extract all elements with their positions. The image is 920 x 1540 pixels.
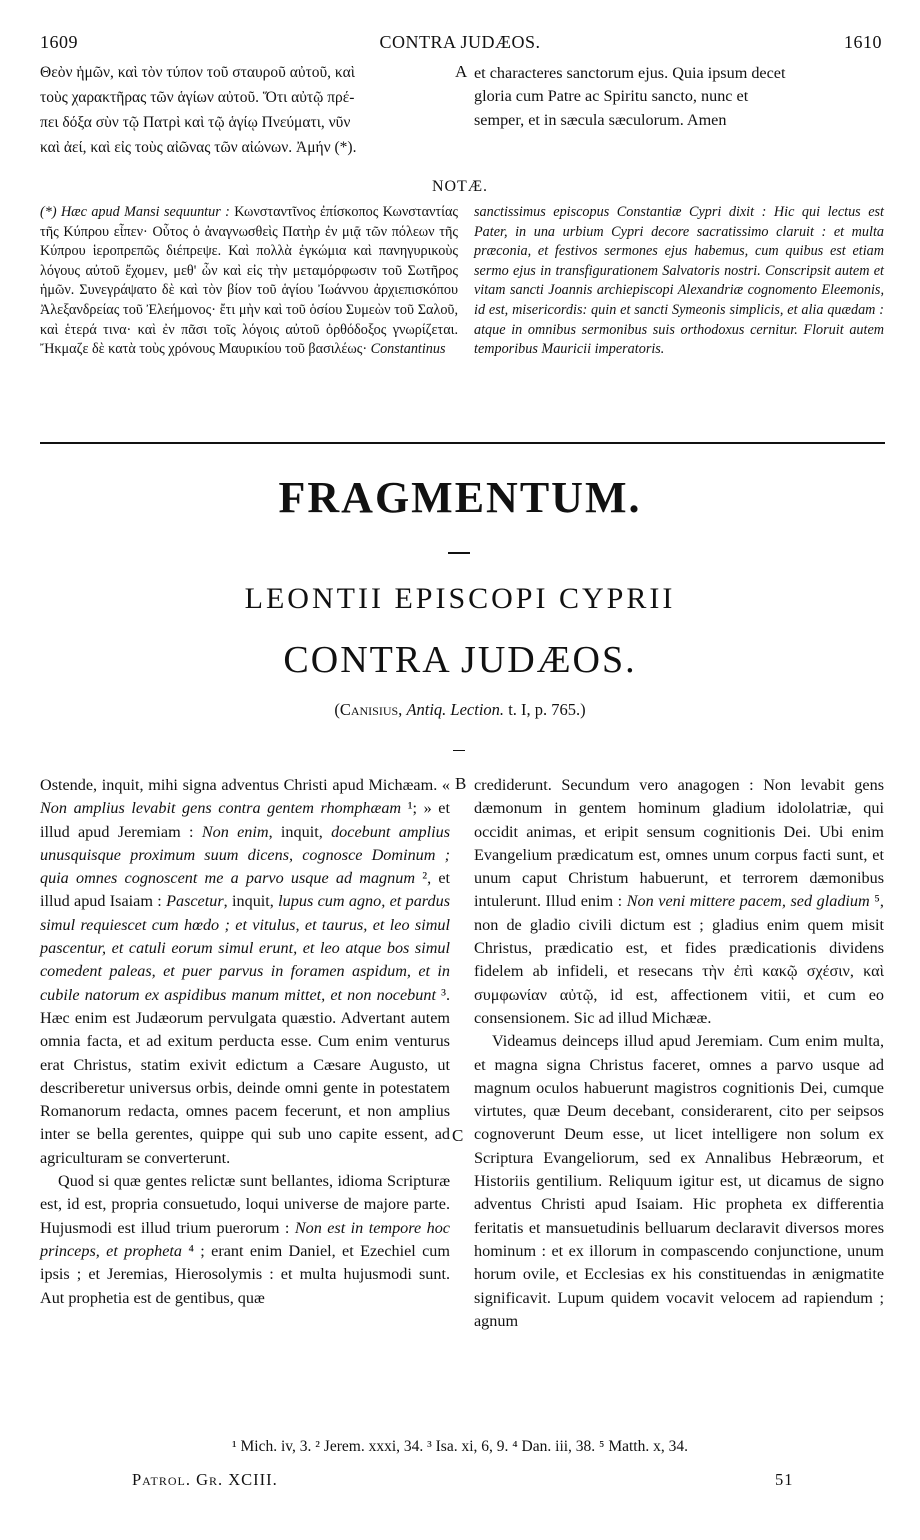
- right-page-number: 1610: [844, 32, 882, 52]
- source-ref: t. I, p. 765.): [508, 700, 586, 719]
- body-text: Videamus deinceps illud apud Jeremiam. Cum enim multa, et magna signa Christus faceret, omnes a parvo usque ad magnum oculos habuerunt magistros cognitionis Dei, cumque virtutes, quæ Deum decebant, considerarent, cito per seipsos cognoverunt Deum esse, ut licet intelligere non solum ex Scriptura Evangeliorum, sed ex Annalibus Hebræorum, et Historiis gentilium. Reliquum igitur est, ut dicamus de signo adventus Christi apud Isaiam. Hic propheta ex differentia feritatis et mansuetudinis belluarum declaravit diversos mores hominum : et ex illorum in compascendo conjunctione, unum horum ovile, et Ecclesias ex his constituendas in ænigmatite significavit. Lupum quidem vocavit velocem ad rapiendum ; agnum: [474, 1032, 884, 1330]
- body-paragraph: [474, 1030, 884, 1333]
- scripture-quote: Non veni mittere pacem, sed gladium: [626, 892, 870, 911]
- notes-heading: NOTÆ.: [431, 178, 489, 195]
- footer-sheet-number: 51: [775, 1470, 794, 1489]
- notes-left-column: [40, 203, 458, 360]
- scripture-quote: lupus cum agno, et pardus simul requiescet cum hœdo ; et vitulus, et taurus, et leo simul pascentur, et catuli eorum simul erunt, et leo atque bos simul comedent paleas, et puer parvus in foramen aspidum, et in cubile natorum ex aspidibus manum mittet, et non nocebunt: [40, 892, 450, 1004]
- scripture-quote: Non enim: [201, 822, 269, 841]
- body-left-column: [40, 774, 450, 1310]
- notes-greek: Κωνσταντῖνος ἐπίσκοπος Κωνσταντίας τῆς Κύπρου εἶπεν· Οὗτος ὁ ἀναγνωσθεὶς Πατὴρ ἐν μιᾷ τῶν πόλεων τῆς Κύπρου ἱεροπρεπῶς διέπρεψε. Καὶ πολλὰ ἐγκώμια καὶ πανηγυρικοὺς λόγους αὐτοῦ ἔχομεν, μεθ' ὧν καὶ εἰς τὴν μεταμόρφωσιν τοῦ Σωτῆρος ἡμῶν. Συνεγράψατο δὲ καὶ τὸν βίον τοῦ ἁγίου Ἰωάννου ἀρχιεπισκόπου Ἀλεξανδρείας τοῦ Ἐλεήμονος· ἔτι μὴν καὶ τοῦ ὁσίου Συμεὼν τοῦ Σαλοῦ, καὶ ἑτερά τινα· καὶ ἐν πᾶσι τοῖς λόγοις αὐτοῦ ὀρθόδοξος γνωρίζεται. Ἤκμαζε δὲ κατὰ τοὺς χρόνους Μαυρικίου τοῦ βασιλέως·: [40, 204, 459, 358]
- body-text: ¹; » et illud apud Jeremiam :: [40, 799, 450, 841]
- scripture-quote: Pascetur: [166, 892, 224, 911]
- work-title: CONTRA JUDÆOS.: [283, 639, 637, 681]
- body-text: , inquit,: [223, 892, 279, 911]
- fragment-title: FRAGMENTUM.: [278, 473, 642, 522]
- source-author: Canisius,: [339, 700, 403, 719]
- top-latin-line: gloria cum Patre ac Spiritu sancto, nunc et: [474, 87, 749, 106]
- notes-right-column: sanctissimus episcopus Constantiæ Cypri dixit : Hic qui lectus est Pater, in una urbium Cypri decore sacratissimo claruit : et multa præconia, et festivos sermones ejus habemus, cum quibus est etiam sermo ejus in transfigurationem Salvatoris nostri. Conscripsit autem et vitam sancti Joannis archiepiscopi Alexandriæ cognomento Eleemonis, id est, misericordis: quin et sancti Symeonis simplicis, et alia quædam : atque in omnibus sermonibus suis orthodoxus cernitur. Floruit autem temporibus Mauricii imperatoris.: [474, 204, 884, 358]
- section-rule: [40, 442, 885, 444]
- scripture-quote: Non est in tempore hoc princeps, et propheta: [40, 1218, 450, 1260]
- margin-marker-b: B: [455, 774, 467, 793]
- notes-greek-end: Constantinus: [370, 341, 446, 358]
- author-title: LEONTII EPISCOPI CYPRII: [244, 582, 676, 615]
- source-open: (: [334, 700, 340, 719]
- body-text: ³. Hæc enim est Judæorum pervulgata quæstio. Advertant autem omnia facta, et ad exitum perducta esse. Cum enim venturus erat Christus, statim exivit edictum a Cæsare Augusto, ut describeretur universus orbis, deinde omni gente in potestatem Romanorum redacta, omnes pacem fecerunt, et non amplius inter se bella gerentes, quippe qui sub uno capite essent, ad agriculturam se converterunt.: [40, 985, 451, 1167]
- top-latin-line: et characteres sanctorum ejus. Quia ipsum decet: [474, 64, 786, 82]
- margin-marker-a: A: [455, 62, 468, 81]
- top-greek-line: καὶ ἀεί, καὶ εἰς τοὺς αἰῶνας τῶν αἰώνων. Ἀμήν (*).: [40, 139, 357, 156]
- top-greek-line: Θεὸν ἡμῶν, καὶ τὸν τύπον τοῦ σταυροῦ αὐτοῦ, καὶ: [40, 64, 355, 81]
- top-latin-text: [474, 62, 884, 132]
- notes-intro: (*) Hæc apud Mansi sequuntur :: [40, 204, 230, 220]
- running-title: CONTRA JUDÆOS.: [379, 32, 541, 52]
- top-greek-line: τοὺς χαρακτῆρας τῶν ἁγίων αὐτοῦ. Ὅτι αὐτῷ πρέ-: [40, 89, 355, 106]
- body-text: ², et illud apud Isaiam :: [40, 869, 450, 911]
- body-text: ⁵, non de gladio civili dictum est ; gladius enim quem misit Christus, prædicatio est, et fides prædicationis dividens fidelem ab infideli, et resecans τὴν ἐπὶ κακῷ σχέσιν, καὶ συμφωνίαν αὐτῷ, id est, affectionem vitii, et cum eo consensionem. Sic ad illud Michææ.: [474, 892, 884, 1027]
- body-text: Ostende, inquit, mihi signa adventus Christi apud Michæam. «: [40, 776, 450, 794]
- footer-volume: Patrol. Gr. XCIII.: [132, 1470, 278, 1489]
- left-page-number: 1609: [40, 32, 78, 52]
- body-paragraph: [474, 774, 884, 1030]
- top-greek-text: [40, 60, 448, 160]
- body-paragraph: [40, 1170, 450, 1310]
- body-text: , inquit,: [268, 822, 332, 841]
- body-right-column: [474, 774, 884, 1333]
- top-greek-line: πει δόξα σὺν τῷ Πατρὶ καὶ τῷ ἁγίῳ Πνεύματι, νῦν: [40, 114, 351, 131]
- small-dash: [453, 750, 465, 751]
- source-work: Antiq. Lection.: [406, 700, 505, 719]
- top-latin-line: semper, et in sæcula sæculorum. Amen: [474, 110, 727, 129]
- body-text: ⁴ ; erant enim Daniel, et Ezechiel cum ipsis ; et Jeremias, Hierosolymis : et multa hujusmodi sunt. Aut prophetia est de gentibus, quæ: [40, 1241, 450, 1307]
- margin-marker-c: C: [452, 1126, 464, 1145]
- body-text: crediderunt. Secundum vero anagogen : Non levabit gens dæmonum in gentem hominum gladium idololatriæ, qui occidit animas, et eripit sensum cognitionis Dei. Ubi enim Evangelium prædicatum est, omnes unum corpus facti sunt, et unum caput Christum habuerunt, et terrorem dæmonibus intulerunt. Illud enim :: [474, 776, 884, 911]
- scripture-quote: docebunt amplius unusquisque proximum suum dicens, cognosce Dominum ; quia omnes cognoscent me a parvo usque ad magnum: [40, 822, 450, 888]
- footnotes: ¹ Mich. iv, 3. ² Jerem. xxxi, 34. ³ Isa. xi, 6, 9. ⁴ Dan. iii, 38. ⁵ Matth. x, 34.: [232, 1438, 688, 1455]
- body-text: Quod si quæ gentes relictæ sunt bellantes, idioma Scripturæ est, id est, propria consuetudo, loqui universe de majore parte. Hujusmodi est illud trium puerorum :: [40, 1172, 450, 1237]
- body-paragraph: [40, 774, 450, 1170]
- title-dash: [448, 552, 470, 554]
- scripture-quote: Non amplius levabit gens contra gentem rhomphæam: [40, 799, 402, 818]
- source-citation: [0, 700, 920, 720]
